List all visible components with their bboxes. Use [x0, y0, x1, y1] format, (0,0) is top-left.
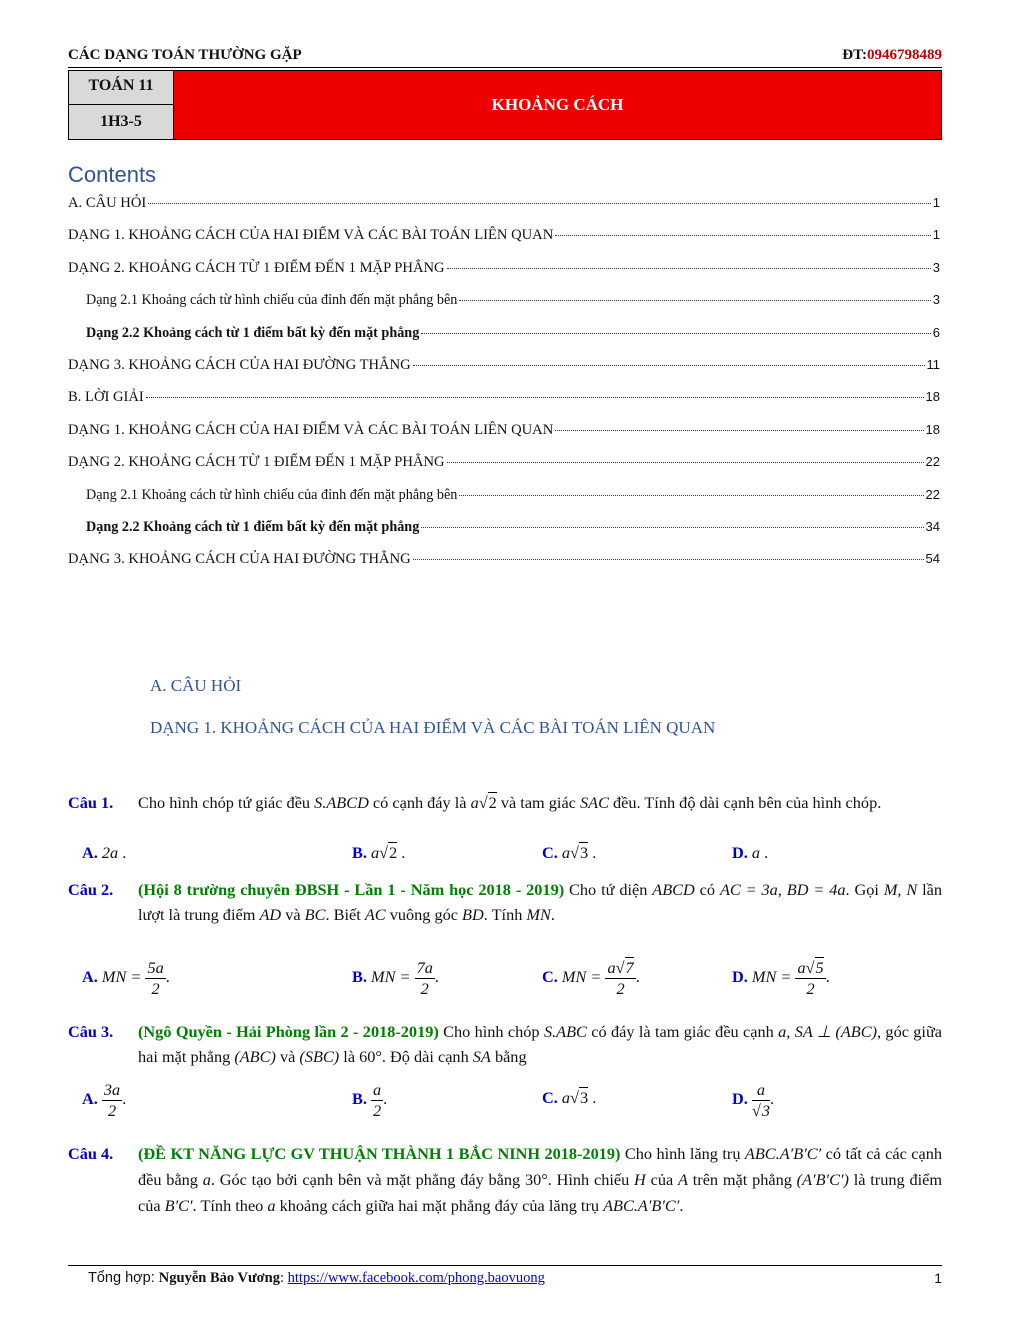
question-2 — [68, 877, 942, 927]
question-number: Câu 4. — [68, 1144, 114, 1163]
toc-item[interactable]: B. LỜI GIẢI 18 — [68, 389, 940, 406]
answer-option-a[interactable]: A. $\frac{3a}{2}$ . — [82, 1080, 127, 1120]
toc-item[interactable]: Dạng 2.1 Khoảng cách từ hình chiếu của đỉnh đến mặt phẳng bên 22 — [86, 486, 940, 503]
toc-item[interactable]: Dạng 2.2 Khoảng cách từ 1 điểm bất kỳ đến mặt phẳng 6 — [86, 324, 940, 341]
answer-option-d[interactable]: D. a . — [732, 843, 769, 862]
answer-option-d[interactable]: D. MN = $\frac{a√5}{2}$ . — [732, 958, 830, 998]
answers-q3 — [82, 1080, 882, 1126]
answer-option-c[interactable]: C. a√3 . — [542, 1088, 597, 1107]
toc-item[interactable]: DẠNG 1. KHOẢNG CÁCH CỦA HAI ĐIỂM VÀ CÁC BÀI TOÁN LIÊN QUAN 18 — [68, 421, 940, 438]
answer-option-d[interactable]: D. $\frac{a}{√3}$ . — [732, 1080, 775, 1120]
toc-item[interactable]: DẠNG 2. KHOẢNG CÁCH TỪ 1 ĐIỂM ĐẾN 1 MẶP PHẲNG 3 — [68, 259, 940, 276]
code-label: 1H3-5 — [100, 113, 142, 130]
answer-option-b[interactable]: B. a√2 . — [352, 843, 406, 862]
question-4 — [68, 1141, 942, 1219]
answer-option-b[interactable]: B. MN = $\frac{7a}{2}$ . — [352, 958, 439, 998]
toc-item[interactable]: DẠNG 3. KHOẢNG CÁCH CỦA HAI ĐƯỜNG THẲNG 11 — [68, 356, 940, 373]
question-text: (ĐỀ KT NĂNG LỰC GV THUẬN THÀNH 1 BẮC NINH 2018-2019) Cho hình lăng trụ ABC.A′B′C′ có tất cả các cạnh đều bằng a. Góc tạo bởi cạnh bên và mặt phẳng đáy bằng 30°. Hình chiếu H của A trên mặt phẳng (A′B′C′) là trung điểm của B′C′. Tính theo a khoảng cách giữa hai mặt phẳng đáy của lăng trụ ABC.A′B′C′. — [138, 1144, 942, 1215]
page-number: 1 — [934, 1270, 942, 1286]
answer-option-b[interactable]: B. $\frac{a}{2}$ . — [352, 1080, 388, 1120]
chapter-title: KHOẢNG CÁCH — [174, 71, 941, 139]
answer-option-a[interactable]: A. MN = $\frac{5a}{2}$ . — [82, 958, 170, 998]
header-title: CÁC DẠNG TOÁN THƯỜNG GẶP — [68, 47, 302, 63]
answers-q1 — [82, 843, 882, 873]
facebook-link[interactable]: https://www.facebook.com/phong.baovuong — [287, 1270, 545, 1286]
question-text: Cho hình chóp tứ giác đều S.ABCD có cạnh đáy là a√2 và tam giác SAC đều. Tính độ dài cạnh bên của hình chóp. — [138, 793, 882, 812]
toc-item[interactable]: Dạng 2.2 Khoảng cách từ 1 điểm bất kỳ đến mặt phẳng 34 — [86, 518, 940, 535]
question-number: Câu 2. — [68, 880, 114, 899]
contents-heading: Contents — [68, 162, 157, 187]
toc-item[interactable]: A. CÂU HỎI 1 — [68, 195, 940, 211]
title-box — [68, 70, 942, 140]
header-phone: ĐT:0946798489 — [842, 47, 942, 63]
answers-q2 — [82, 958, 882, 1004]
grade-label: TOÁN 11 — [69, 71, 173, 105]
title-box-codes — [69, 71, 174, 139]
question-3 — [68, 1019, 942, 1069]
section-heading-dang1: DẠNG 1. KHOẢNG CÁCH CỦA HAI ĐIỂM VÀ CÁC BÀI TOÁN LIÊN QUAN — [150, 718, 716, 737]
question-1 — [68, 790, 942, 815]
answer-option-a[interactable]: A. 2a . — [82, 843, 127, 862]
page-footer: Tổng hợp: Nguyễn Bảo Vương: https://www.facebook.com/phong.baovuong — [88, 1270, 545, 1286]
answer-option-c[interactable]: C. MN = $\frac{a√7}{2}$ . — [542, 958, 640, 998]
footer-rule — [68, 1265, 942, 1266]
author-name: Nguyễn Bảo Vương — [158, 1270, 280, 1286]
section-heading-a: A. CÂU HỎI — [150, 676, 242, 695]
toc-item[interactable]: Dạng 2.1 Khoảng cách từ hình chiếu của đỉnh đến mặt phẳng bên 3 — [86, 292, 940, 309]
answer-option-c[interactable]: C. a√3 . — [542, 843, 597, 862]
header-rule — [68, 67, 942, 68]
toc-item[interactable]: DẠNG 2. KHOẢNG CÁCH TỪ 1 ĐIỂM ĐẾN 1 MẶP PHẲNG 22 — [68, 454, 940, 471]
toc-item[interactable]: DẠNG 1. KHOẢNG CÁCH CỦA HAI ĐIỂM VÀ CÁC BÀI TOÁN LIÊN QUAN 1 — [68, 227, 940, 244]
table-of-contents — [68, 195, 940, 584]
question-text: (Hội 8 trường chuyên ĐBSH - Lần 1 - Năm học 2018 - 2019) Cho tứ diện ABCD có AC = 3a, BD = 4a. Gọi M, N lần lượt là trung điểm AD và BC. Biết AC vuông góc BD. Tính MN. — [138, 880, 943, 924]
question-number: Câu 1. — [68, 793, 114, 812]
question-text: (Ngô Quyền - Hải Phòng lần 2 - 2018-2019) Cho hình chóp S.ABC có đáy là tam giác đều cạnh a, SA ⊥ (ABC), góc giữa hai mặt phẳng (ABC) và (SBC) là 60°. Độ dài cạnh SA bằng — [138, 1022, 943, 1066]
toc-item[interactable]: DẠNG 3. KHOẢNG CÁCH CỦA HAI ĐƯỜNG THẲNG 54 — [68, 551, 940, 568]
question-number: Câu 3. — [68, 1022, 114, 1041]
